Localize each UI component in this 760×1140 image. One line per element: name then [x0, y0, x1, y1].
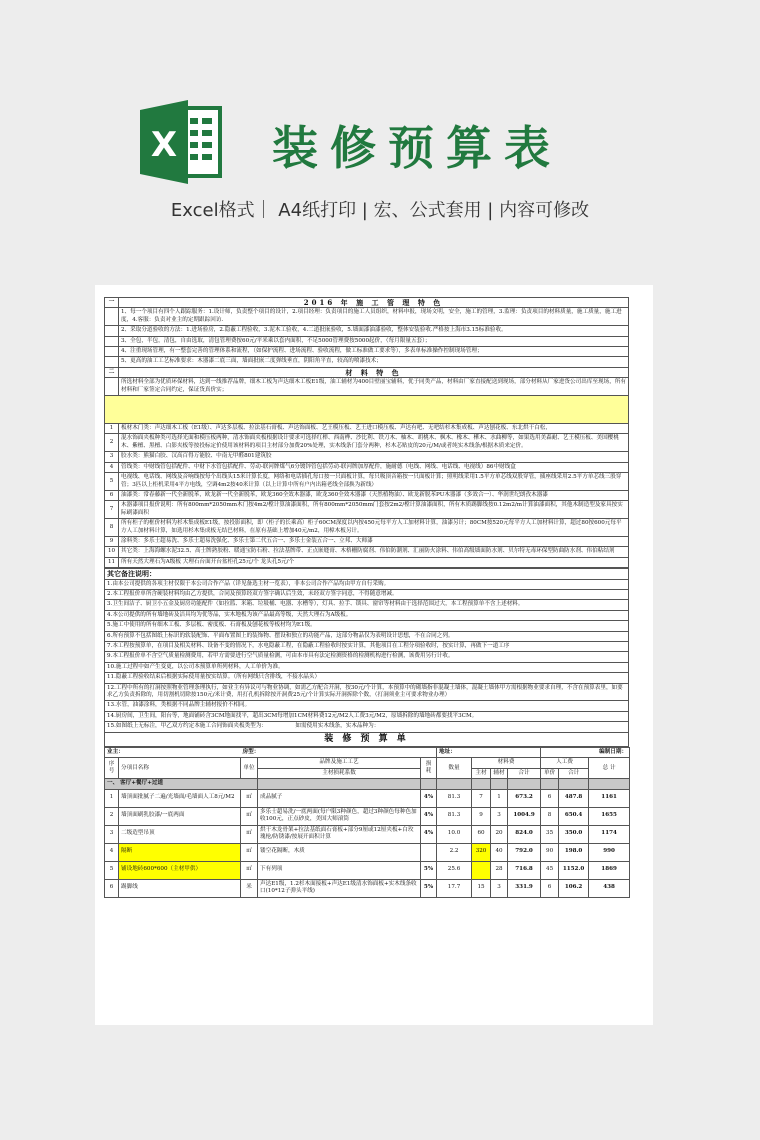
cell-lsum: 198.0: [559, 843, 589, 861]
table-row: [105, 825, 630, 843]
col-header: 品牌及施工工艺: [258, 758, 421, 768]
cell-unit: ㎡: [241, 789, 258, 807]
cell-sum: 824.0: [508, 825, 541, 843]
cell-total: 1655: [589, 807, 630, 825]
excel-logo-icon: [140, 100, 222, 184]
col-header: 单位: [241, 758, 258, 779]
list-item: 所有柜子的框价材料为杉木集成板E1级，按投影面积，即（柜子的长乘高）柜子60CM深度以内按450元每平方人工加材料计算，油漆另计；80CM按520元每平方人工加材料计算，超过80按600元每平方人工加材料计算，如选用杉木集成板无结巴材料，在原有基础上增加40元/m2，用樟木板另计。: [119, 519, 629, 537]
budget-table: [104, 747, 630, 898]
cell-qty: 10.0: [437, 825, 472, 843]
cell-price: 35: [541, 825, 559, 843]
col-header: 数量: [437, 758, 472, 779]
row-number: 6: [105, 490, 119, 500]
cell-aux: 3: [491, 879, 508, 897]
col-header: 总 计: [589, 758, 630, 779]
row-number: 7: [105, 501, 119, 519]
note-item: 4.本公司提供的所有墙地砖及洁具均为优等品，实木地板为该产品最高等级，天然大理石为A级板。: [105, 610, 629, 620]
cell-qty: 81.3: [437, 807, 472, 825]
table-row: [105, 861, 630, 879]
table-row: [105, 843, 630, 861]
cell-name: 墙顶面批腻子二遍/光墙面/毛墙面人工8元/M2: [119, 789, 241, 807]
row-number: 10: [105, 547, 119, 557]
cell-name: 踢脚线: [119, 879, 241, 897]
cell-price: 6: [541, 789, 559, 807]
cell-total: 438: [589, 879, 630, 897]
cell-no: 2: [105, 807, 119, 825]
section-title: 2016 年 施 工 管 理 特 色: [119, 298, 629, 308]
note-item: 7.本工程按预算单，在项目及相关材料、设备不变的情况下，水电隐蔽工程，在隐蔽工程验收时按实计算，其他项目在工程分项验收时，按实计算，再做下一道工序: [105, 642, 629, 652]
notes-title: 其它备注说明：: [105, 569, 629, 579]
material-intro: 所选材料全部为优质环保材料，达到一线推荐品牌，细木工板为声达细木工板E1级，油工辅材为400目壁丽宝辅料，优于同类产品，材料由厂家直接配送到现场，部分材料从厂家进货公司出库至现场，所有材料和厂家签定合同约定，保证货真价实；: [119, 378, 629, 396]
cell-name: 二级造型吊顶: [119, 825, 241, 843]
col-header: 分项目名称: [119, 758, 241, 779]
cell-aux: 20: [491, 825, 508, 843]
list-item: 3、全包，半包，清包，自由选取，清包管理费按60元/平米乘以套内面积，不足5000管理费按5000起价，（每月限量五套）；: [119, 336, 629, 346]
cell-sum: 716.8: [508, 861, 541, 879]
cell-main: 7: [472, 789, 491, 807]
cell-price: 45: [541, 861, 559, 879]
list-item: 混水饰面夹板种类可选择光面和模压板两种，清水饰面夹板根据设计要求可选择红榉、西南桦、沙比利、铁刀木、柚木、胡桃木、枫木、橡木、樺木、水曲柳等，如果选用美森耐、艺王模压板、美国樱桃木、紫檀、黑檀、白影夹板等按投标定价使用该材料的项目主材部分加费20%处理，实木线条门套分两种，杉木芯贴皮的20元/M/或者纯实木线条/根据木质来定价。: [119, 434, 629, 452]
cell-brand: 镂空花隔断，木质: [258, 843, 421, 861]
cell-main: 9: [472, 807, 491, 825]
note-item: 2.本工程报价单所含硬装材料均由乙方提供，合同及预算经双方签字确认后生效，未经双方签字同意，不得随意增减。: [105, 589, 629, 599]
note-item: 10.施工过程中如产生变更，以公司本预算单所列材料，人工单价为准。: [105, 662, 629, 672]
cell-unit: ㎡: [241, 807, 258, 825]
cell-qty: 17.7: [437, 879, 472, 897]
cell-lsum: 487.8: [559, 789, 589, 807]
cell-aux: 40: [491, 843, 508, 861]
cell-loss: 5%: [421, 879, 437, 897]
note-item: 3.卫生间洁子、厨卫小五金及厨房功能配件（如拉篮、米箱、垃圾桶、电器、水槽等），灯具、拉手、锁具、窗帘等材料由于选择范围过大，本工程预算单不含上述材料。: [105, 600, 629, 610]
address-label: 地址：: [437, 748, 541, 758]
cell-no: 6: [105, 879, 119, 897]
cell-loss: 4%: [421, 825, 437, 843]
note-item: 1.由本公司提供的各项主材仅限于本公司合作产品（详见备选主材一览表），非本公司合作产品均由甲方自行采购。: [105, 579, 629, 589]
list-item: 板材木门类：声达细木工板（E1级）、声达多层板、拉法基石膏板、声达饰面板、艺王模压板、艺王进口模压板、声达有吧、无吧结杉木集成板、声达刨花板、东北烘干白松，: [119, 424, 629, 434]
cell-qty: 81.3: [437, 789, 472, 807]
table-row: [105, 789, 630, 807]
col-header: 合计: [559, 768, 589, 778]
row-number: 4: [105, 462, 119, 472]
col-header: 主材损耗系数: [258, 768, 421, 778]
col-header: 序号: [105, 758, 119, 779]
page-title: 装修预算表: [272, 121, 562, 175]
cell-no: 4: [105, 843, 119, 861]
cell-brand: 多乐士超易洗/一底两面(每户限3种颜色，超过3种颜色每种色加收100元，正点砂皮，美国大师滚筒: [258, 807, 421, 825]
cell-main: 15: [472, 879, 491, 897]
cell-unit: ㎡: [241, 825, 258, 843]
budget-title: 装 修 预 算 单: [105, 732, 629, 746]
subtitle: Excel格式｜ A4纸打印 | 宏、公式套用 | 内容可修改: [170, 200, 590, 221]
cell-loss: 4%: [421, 789, 437, 807]
cell-main: [472, 861, 491, 879]
list-item: 2、采取分道验收的方法：1.进场验房，2.隐蔽工程验收，3.泥木工验收，4.二道批嵌验收，5.墙面漆油漆验收，整体安装验收.严格按上海市3.15标准验收。: [119, 326, 629, 336]
cell-lsum: 106.2: [559, 879, 589, 897]
col-header: 损耗: [421, 758, 437, 779]
note-item: 13.水管，油漆涂料，类根据不同品牌主辅材报价不相同。: [105, 701, 629, 711]
cell-aux: 1: [491, 789, 508, 807]
cell-brand: 声达E1级，1.2杉木面接板+声达E1级清水饰面板+实木线条收口(10*12子弹头平线): [258, 879, 421, 897]
list-item: 管线类：中财线管包括配件、中财下水管包括配件、劳动-联河牌煤气6分镀锌管包括劳动-联河牌加厚配件，施耐德（电线、网线、电话线、电视线）86中财线盒: [119, 462, 629, 472]
list-item: 电视线、电话线、网线及音响线按每个出线头15米计算长度，网络和电话插孔每口按一只面板计算，每只吸顶音箱按一只面板计算；照明线采用1.5平方单芯线双股穿管，插座线采用2.5平方单芯线三股穿管；3匹以上柜机采用4平方电线，空调4m2按40米计算（以上计算中所有户内出箱老线全部换为新线）: [119, 473, 629, 491]
cell-name: 墙顶面刷乳胶漆/一底两面: [119, 807, 241, 825]
svg-text:X: X: [150, 125, 178, 165]
note-item: 9.本工程报价单不含空气质量检测费用，若甲方需要进行空气质量检测，可由本市具有法定检测资格的检测机构进行检测，该费用另行计收。: [105, 652, 629, 662]
cell-no: 5: [105, 861, 119, 879]
section-title: 材 料 特 色: [119, 367, 629, 377]
cell-sum: 673.2: [508, 789, 541, 807]
cell-loss: 4%: [421, 807, 437, 825]
features-table: [104, 297, 629, 568]
row-number: 2: [105, 434, 119, 452]
col-header: 单价: [541, 768, 559, 778]
cell-main: 60: [472, 825, 491, 843]
cell-aux: 3: [491, 807, 508, 825]
notes-table: [104, 568, 629, 747]
cell-no: 3: [105, 825, 119, 843]
cell-lsum: 1152.0: [559, 861, 589, 879]
cell-qty: 2.2: [437, 843, 472, 861]
list-item: 4、注重现场管理，有一整套完善的管理体系和流程，（如保护流程、进场流程、验收流程，做工标准做工要求等），多表单标准操作控制现场管理；: [119, 347, 629, 357]
note-item: 15.如图纸上无标注，甲乙双方约定本施工合同饰面夹板类型为： 如需使用实木线条，实木品种为：: [105, 722, 629, 732]
row-number: 8: [105, 519, 119, 537]
table-row: [105, 807, 630, 825]
cell-price: 6: [541, 879, 559, 897]
col-header: 主材: [472, 768, 491, 778]
cell-sum: 331.9: [508, 879, 541, 897]
cell-qty: 25.6: [437, 861, 472, 879]
row-number: 5: [105, 473, 119, 491]
cell-name: 隔断: [119, 843, 241, 861]
cell-brand: 成品腻子: [258, 789, 421, 807]
note-item: 11.隐蔽工程验收结束后根据实际使用量按实结算。（所有网线只含排线，不接水晶头）: [105, 673, 629, 683]
cell-loss: 5%: [421, 861, 437, 879]
row-number: 9: [105, 536, 119, 546]
list-item: 1、每一个项目有四个人跟踪服务：1.设计师，负责整个项目的设计，2.项目经理：负责项目的施工人员组织，材料申报，现场文明，安全，施工的管理，3.监理：负责项目的材料质量，施工质量，施工进度，4.客服：负责对业主的定期跟踪回访.: [119, 308, 629, 326]
cell-price: 8: [541, 807, 559, 825]
list-item: 胶水类：熊猫白胶、汉高百得万能胶、中南无甲醛801建筑胶: [119, 452, 629, 462]
house-type-label: 房型：: [241, 748, 437, 758]
note-item: 12.工程中所有的打洞按照物业管理条理执行，如业主有异议可与物业协调，如需乙方配合开洞，按30元/个计算，本预算中的砌墙指非混凝土墙体，混凝土墙体甲方需根据物业要求自理，不含在预算表里，如要求乙方负责拆除的，用切割机切除按150元/米计费，用打孔机拆除按开洞费25元/个计算实际开洞拆除个数，（打洞须业主可要求物业办理）: [105, 683, 629, 701]
section-number: 二: [105, 367, 119, 377]
cell-name: 铺设地砖600*600（主材甲供）: [119, 861, 241, 879]
col-header: 材料费: [472, 758, 541, 768]
note-item: 5.施工中使用的所有细木工板、多层板、密度板、石膏板及刨花板等板材均为E1级。: [105, 621, 629, 631]
category-row: 一、 客厅+餐厅+过道: [105, 779, 258, 789]
highlight-row: [105, 396, 629, 424]
date-label: 编制日期：: [541, 748, 630, 758]
row-number: 1: [105, 424, 119, 434]
cell-no: 1: [105, 789, 119, 807]
table-row: [105, 879, 630, 897]
row-number: 11: [105, 557, 119, 567]
hero-banner: [0, 0, 760, 260]
cell-main: 320: [472, 843, 491, 861]
note-item: 6.所有预算不包括图纸上标识的软装配饰、平面布置图上的装饰物、摆设和独立的功能产品，这部分物品仅为表明设计思想，不在合同之列。: [105, 631, 629, 641]
list-item: 木器漆项目报价说明：所有800mm*2050mm木门按4m2/樘计算油漆面积，所有800mm*2050mm门套按2m2/樘计算油漆面积，所有木质踢脚线按0.12m2/m计算油漆面积，其他木制造型及家具按实际刷漆面积: [119, 501, 629, 519]
cell-total: 990: [589, 843, 630, 861]
spreadsheet-preview: [95, 285, 653, 1025]
cell-total: 1174: [589, 825, 630, 843]
col-header: 人工费: [541, 758, 589, 768]
list-item: 所有天然大理石为A级板 大理石台面开台盆柜孔25元/个 龙头孔5元/个: [119, 557, 629, 567]
owner-label: 业主：: [105, 748, 241, 758]
cell-brand: 烘干木龙骨架+拉法基纸面石膏板+部分9厘或12厘夹板+白玫瑰枪/防锈漆/按展开面积计算: [258, 825, 421, 843]
cell-aux: 28: [491, 861, 508, 879]
cell-price: 90: [541, 843, 559, 861]
cell-total: 1161: [589, 789, 630, 807]
cell-brand: 下有列项: [258, 861, 421, 879]
list-item: 涂料类：多乐士超易洗、多乐士超易洗强化、多乐士第二代五合一、多乐士金装五合一、立邦、大师漆: [119, 536, 629, 546]
cell-lsum: 650.4: [559, 807, 589, 825]
col-header: 合计: [508, 768, 541, 778]
cell-unit: ㎡: [241, 861, 258, 879]
col-header: 辅材: [491, 768, 508, 778]
cell-unit: 米: [241, 879, 258, 897]
cell-lsum: 350.0: [559, 825, 589, 843]
list-item: 油漆类：常春藤新一代全新脱苯，欧龙新一代全新脱苯，欧龙360全效木器漆，欧龙360全效木器漆（天然植物油）、欧龙新脱苯PU木器漆（多效合一）、华润世纪朗孜木器漆: [119, 490, 629, 500]
row-number: 3: [105, 452, 119, 462]
section-number: 一: [105, 298, 119, 308]
list-item: 其它类：上海海螺水泥32.5、高士牌熟胶粉、暖通宝防石粉、拉法基牌带、正点嵌缝膏、木格栅防腐剂、伟伯防潮剂、汇丽防火涂料、伟伯高级墙面防水剂、贝尔特无毒环保型防曲防水剂、伟伯粘结剂: [119, 547, 629, 557]
cell-sum: 792.0: [508, 843, 541, 861]
cell-sum: 1004.9: [508, 807, 541, 825]
cell-total: 1869: [589, 861, 630, 879]
cell-unit: ㎡: [241, 843, 258, 861]
cell-loss: [421, 843, 437, 861]
note-item: 14.厨房间，卫生间，阳台等，地面铺砖含3CM地面找平，超出3CM每增加1CM材料费12元/M2人工费3元/M2，原墙拆除的墙地砖都要找平3CM。: [105, 711, 629, 721]
list-item: 5、更高的油工工艺标准要求：木器漆二底三面，墙面批嵌二度弹线垂直，阴阳角平直，较高的喷漆技术；: [119, 357, 629, 367]
